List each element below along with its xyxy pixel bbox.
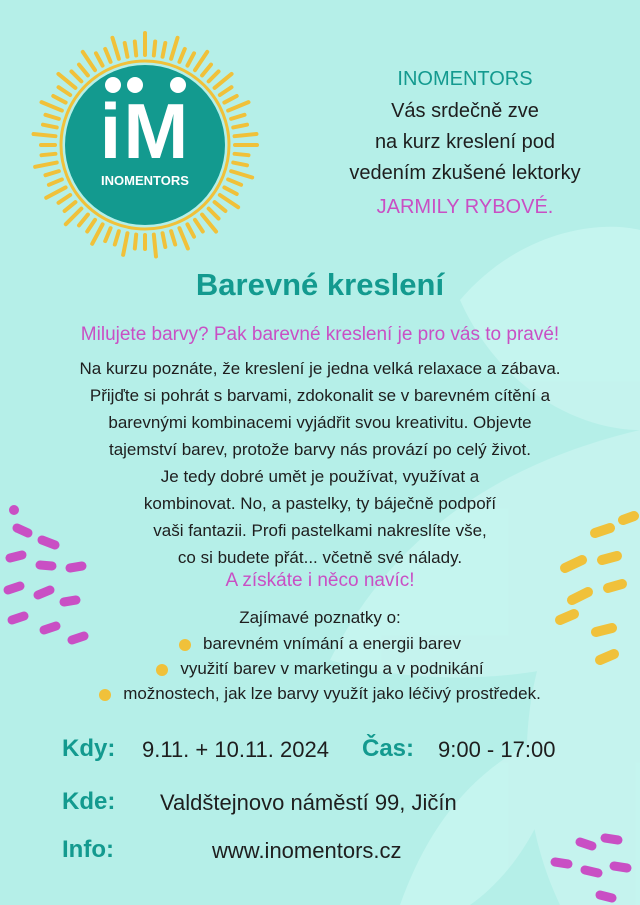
paragraph-line: barevnými kombinacemi vyjádřit svou kreativitu. Objevte [108, 413, 532, 432]
paragraph-line: Je tedy dobré umět je používat, využívat a [160, 467, 480, 486]
info-website-link[interactable]: www.inomentors.cz [212, 838, 402, 863]
subtitle: Milujete barvy? Pak barevné kreslení je pro vás to pravé! [80, 324, 560, 345]
bullet-item [0, 632, 640, 656]
bullet-text: využití barev v marketingu a v podnikání [180, 659, 484, 678]
sunburst-ray [59, 195, 71, 203]
sunburst-ray [87, 220, 95, 232]
bonus-intro: Zajímavé poznatky o: [239, 608, 401, 627]
info-label: Info: [62, 836, 114, 863]
time-label: Čas: [362, 735, 415, 762]
paragraph-line: tajemství barev, protože barvy nás provází po celý život. [108, 440, 532, 459]
when-label: Kdy: [62, 735, 116, 762]
bullet-text: možnostech, jak lze barvy využít jako léčivý prostředek. [123, 684, 541, 703]
bullet-item [0, 682, 640, 706]
time-value: 9:00 - 17:00 [438, 737, 556, 762]
sunburst-ray [215, 202, 226, 211]
sunburst-ray [171, 231, 175, 244]
sunburst-ray [163, 233, 166, 247]
sunburst-ray [135, 235, 136, 249]
paragraph-line: co si budete přát... včetně své nálady. [177, 548, 463, 567]
sunburst-ray [154, 235, 156, 257]
sunburst-ray [209, 209, 219, 219]
invite-org: INOMENTORS [397, 68, 533, 90]
when-value: 9.11. + 10.11. 2024 [142, 737, 329, 762]
bullet-dot-icon [179, 639, 191, 651]
paragraph-line: kombinovat. No, a pastelky, ty báječně podpoří [143, 494, 497, 513]
bullet-item [0, 657, 640, 681]
page-title: Barevné kreslení [195, 267, 445, 302]
where-value: Valdštejnovo náměstí 99, Jičín [160, 790, 457, 815]
sunburst-ray [65, 202, 76, 211]
sunburst-ray [187, 224, 194, 236]
bullet-dot-icon [156, 664, 168, 676]
sunburst-ray [220, 195, 238, 207]
paragraph-line: Přijďte si pohrát s barvami, zdokonalit se v barevném cítění a [89, 386, 551, 405]
paragraph-line: vaši fantazii. Profi pastelkami nakreslíte vše, [153, 521, 487, 540]
sunburst-ray [79, 215, 88, 226]
where-label: Kde: [62, 788, 116, 815]
sunburst-ray [179, 228, 187, 248]
sunburst-ray [115, 231, 119, 244]
bonus-heading: A získáte i něco navíc! [225, 570, 415, 591]
sunburst-ray [123, 233, 127, 255]
logo-letters: iM [99, 87, 191, 175]
invite-line-3: vedením zkušené lektorky [349, 162, 581, 184]
invite-teacher: JARMILY RYBOVÉ. [376, 196, 554, 218]
logo-text-block [30, 30, 260, 190]
bullet-dot-icon [99, 689, 111, 701]
sunburst-ray [92, 224, 102, 243]
sunburst-ray [66, 209, 82, 225]
invite-line-2: na kurz kreslení pod [374, 131, 556, 153]
invite-line-1: Vás srdečně zve [391, 100, 539, 122]
logo-name: INOMENTORS [101, 173, 189, 188]
sunburst-ray [195, 220, 203, 232]
bullet-text: barevném vnímání a energii barev [203, 634, 461, 653]
paragraph-line: Na kurzu poznáte, že kreslení je jedna velká relaxace a zábava. [79, 359, 561, 378]
sunburst-ray [202, 215, 216, 232]
description-paragraph [0, 355, 640, 571]
sunburst-ray [105, 228, 110, 241]
